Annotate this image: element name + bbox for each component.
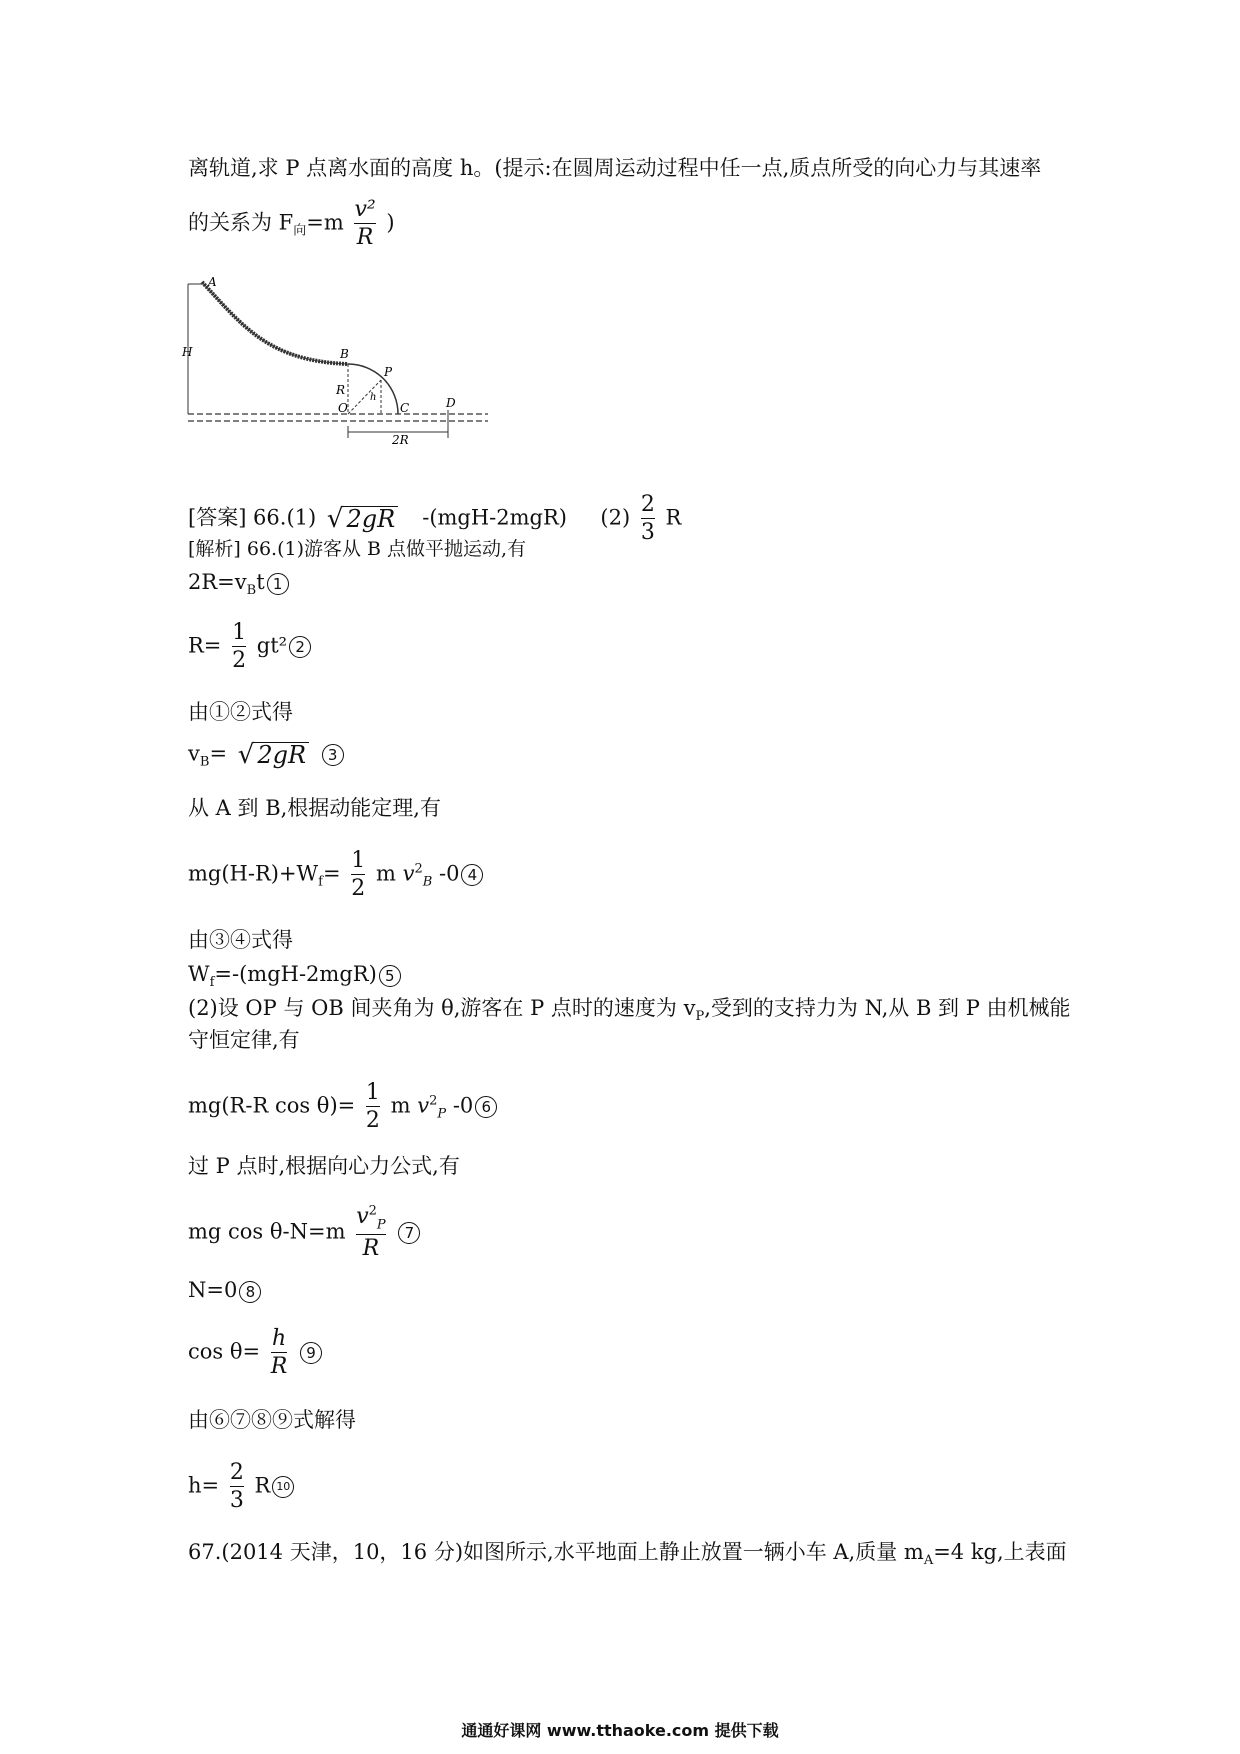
analysis-l16: 由⑥⑦⑧⑨式解得 <box>188 1408 356 1432</box>
answer-fraction: $\frac{2}{3}$ <box>640 492 655 546</box>
line2-prefix: 的关系为 F <box>188 210 294 235</box>
analysis-intro: [解析] 66.(1)游客从 B 点做平抛运动,有 <box>188 538 527 560</box>
analysis-l6: $mg(H-R)+W_f=$ $\frac{1}{2}$ m $v^2_B$ -0 4 <box>188 848 483 902</box>
label-D: D <box>446 396 456 410</box>
label-R: R <box>336 383 346 397</box>
circled-9: 9 <box>300 1342 322 1364</box>
answer-part1-rest: -(mgH-2mgR) <box>422 505 567 530</box>
label-C: C <box>400 401 410 415</box>
label-A: A <box>208 275 217 289</box>
answer-sqrt: √ 2gR <box>327 506 398 532</box>
circled-2: 2 <box>289 636 311 658</box>
analysis-l7: 由③④式得 <box>188 928 293 952</box>
answer-part2-tail: R <box>665 505 682 530</box>
answer-part2-label: (2) <box>600 505 631 530</box>
centripetal-fraction <box>354 197 375 251</box>
label-O: O <box>338 401 348 415</box>
analysis-l15: cos θ= $\frac{h}{R}$ 9 <box>188 1326 322 1380</box>
track-diagram <box>182 275 498 447</box>
analysis-l8: $W_f=-(mgH-2mgR)$ 5 <box>188 964 401 989</box>
frac-den: R <box>356 225 374 251</box>
analysis-l5: 从 A 到 B,根据动能定理,有 <box>188 796 441 820</box>
page-footer: 通通好课网 www.tthaoke.com 提供下载 <box>461 1721 779 1740</box>
analysis-l2: R= $\frac{1}{2}$ gt² 2 <box>188 620 311 674</box>
analysis-l14: N=0 8 <box>188 1280 261 1303</box>
analysis-l4: $v_B=$ √ 2gR 3 <box>188 742 344 769</box>
circled-1: 1 <box>267 573 289 595</box>
label-P: P <box>384 365 393 379</box>
line2-sub: 向 <box>293 223 307 239</box>
analysis-l12: 过 P 点时,根据向心力公式,有 <box>188 1154 460 1178</box>
label-H: H <box>182 345 193 359</box>
analysis-l10: 守恒定律,有 <box>188 1028 300 1052</box>
analysis-l13: mg cos θ-N=m $\frac{v^2_P}{R}$ 7 <box>188 1204 420 1262</box>
analysis-l17: h= $\frac{2}{3}$ R 10 <box>188 1460 294 1514</box>
line2-mid: =m <box>306 210 344 235</box>
circled-6: 6 <box>475 1096 497 1118</box>
label-B: B <box>340 347 349 361</box>
next-problem: 67.(2014 天津，10，16 分)如图所示,水平地面上静止放置一辆小车 A,质量 $m_A=4$ kg,上表面 <box>188 1540 1067 1569</box>
analysis-l3: 由①②式得 <box>188 700 293 724</box>
circled-8: 8 <box>239 1281 261 1303</box>
circled-7: 7 <box>398 1222 420 1244</box>
answer-prefix: [答案] 66.(1) <box>188 505 317 530</box>
circled-5: 5 <box>379 965 401 987</box>
frac-num: v² <box>354 197 376 222</box>
label-h: h <box>370 392 377 403</box>
circled-10: 10 <box>272 1476 294 1498</box>
line2-suffix: ) <box>386 210 395 235</box>
analysis-l9: (2)设 OP 与 OB 间夹角为 θ,游客在 P 点时的速度为 $v_P$,受到的支持力为 N,从 B 到 P 由机械能 <box>188 996 1071 1025</box>
analysis-l11: mg(R-R cos θ)= $\frac{1}{2}$ m $v^2_P$ -0 6 <box>188 1080 497 1134</box>
problem-line-2 <box>188 197 395 251</box>
circled-4: 4 <box>461 864 483 886</box>
analysis-l1: $2R=v_Bt$ 1 <box>188 572 289 597</box>
problem-line-1: 离轨道,求 P 点离水面的高度 h。(提示:在圆周运动过程中任一点,质点所受的向心力与其速率 <box>188 156 1042 180</box>
label-2R: 2R <box>392 433 409 447</box>
circled-3: 3 <box>322 744 344 766</box>
